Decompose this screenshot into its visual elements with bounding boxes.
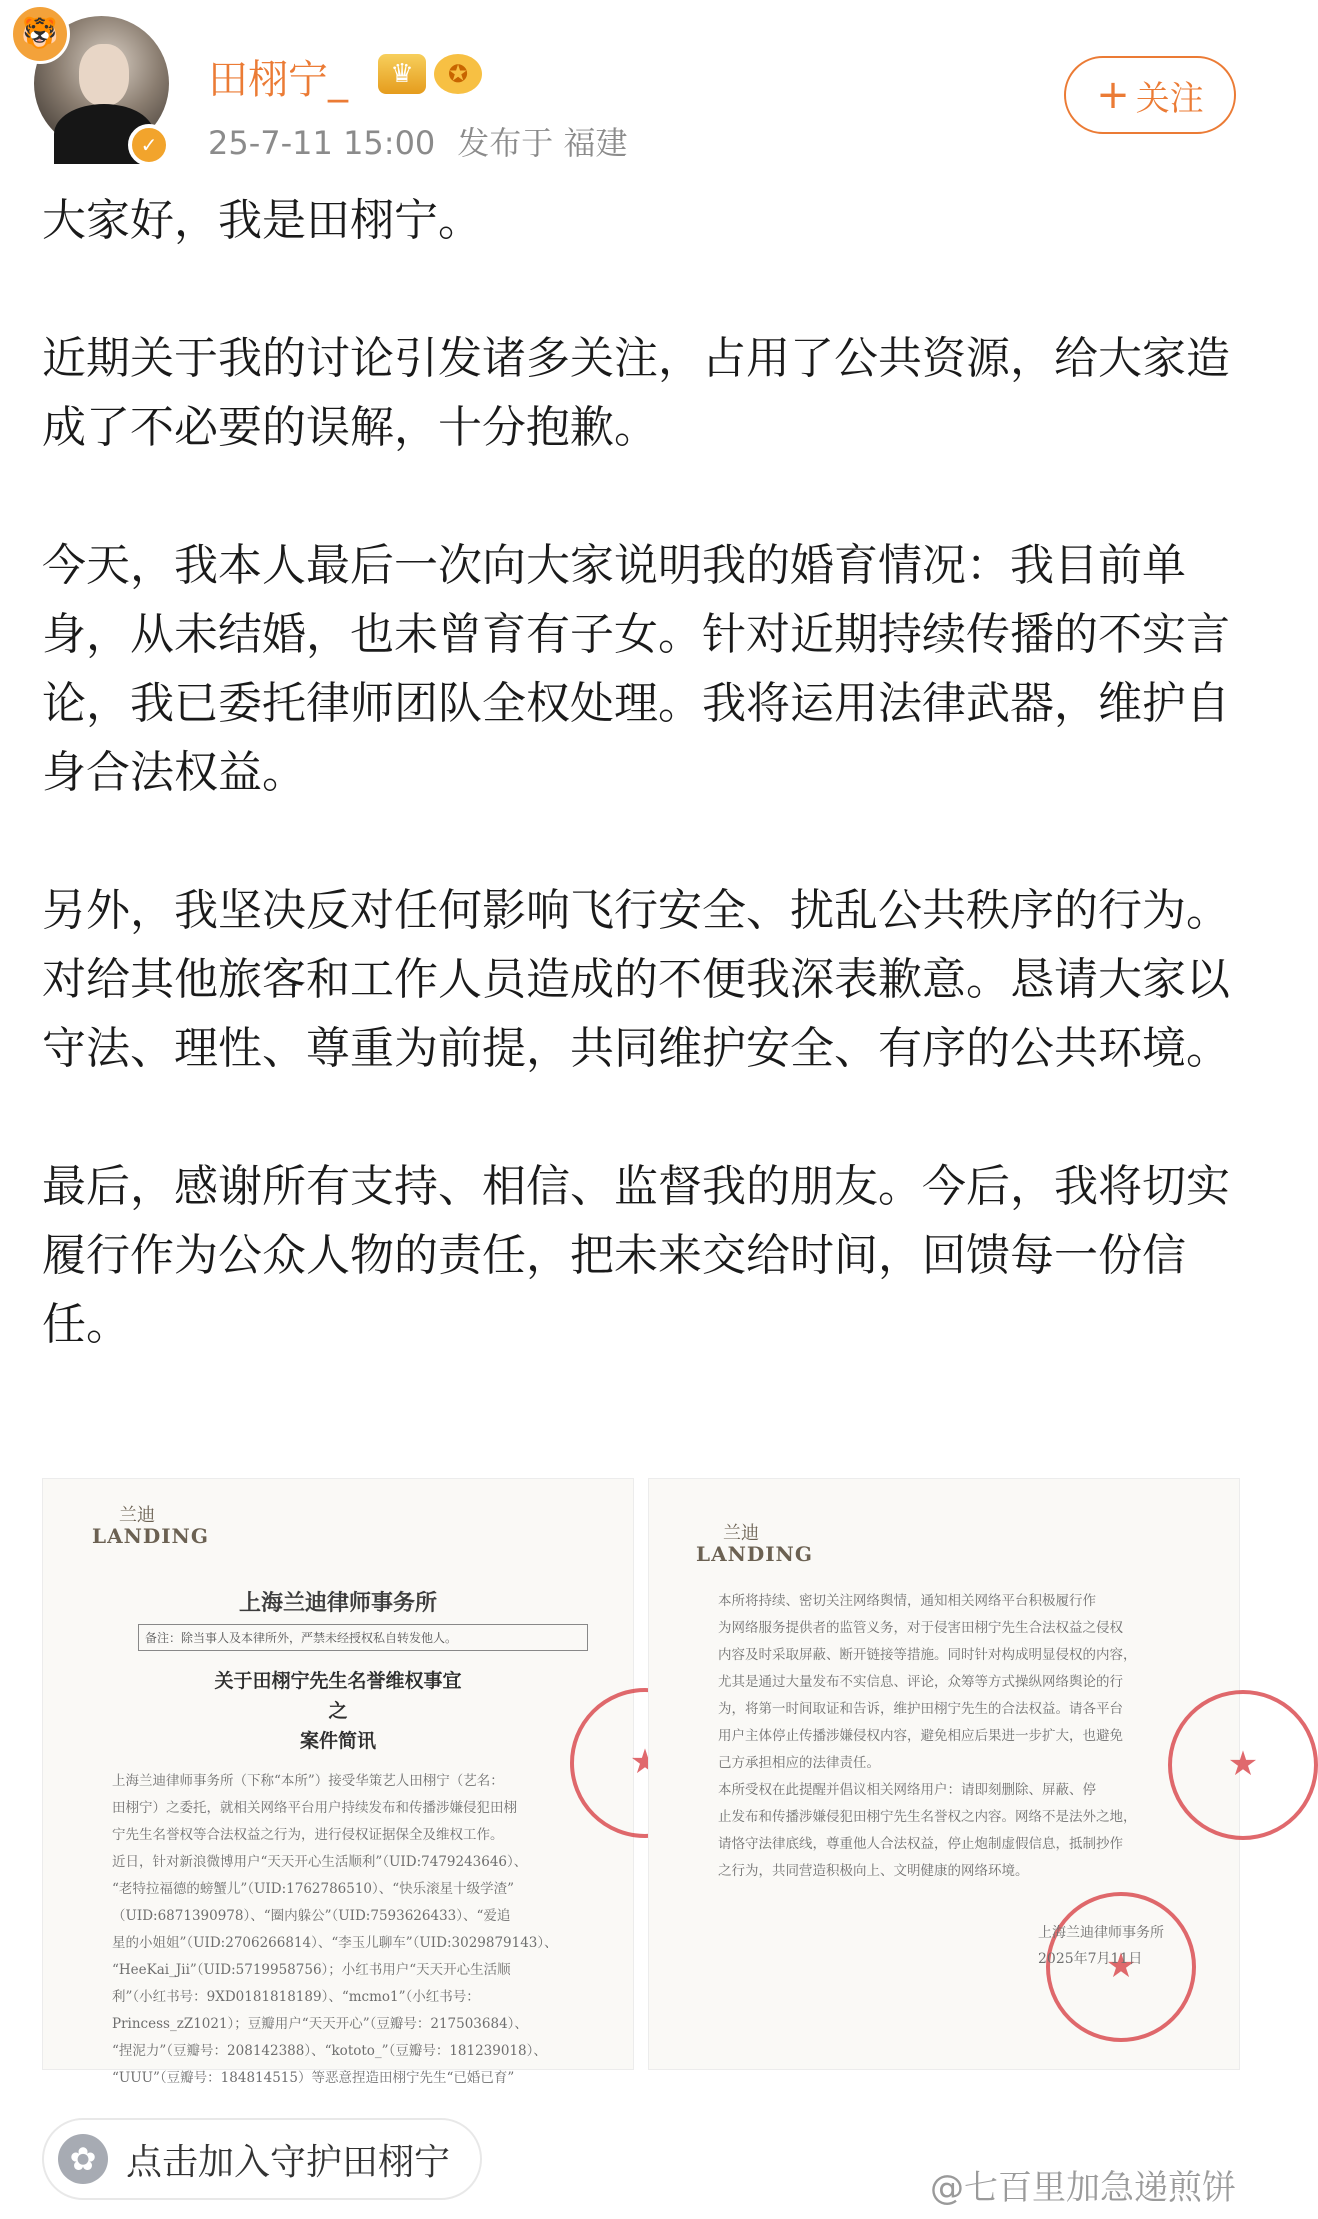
crown-badge-icon[interactable]: ♛: [378, 54, 426, 94]
follow-button[interactable]: [1064, 56, 1236, 134]
post-location: 发布于 福建: [457, 124, 628, 162]
firm-logo: [696, 1523, 813, 1566]
logo-en: LANDING: [92, 1524, 209, 1548]
doc-line: “老特拉福德的螃蟹儿”（UID:1762786510）、“快乐滚星十级学渣”: [112, 1881, 515, 1897]
watermark: @七百里加急递煎饼: [930, 2168, 1236, 2208]
tiger-icon: 🐯: [10, 4, 70, 64]
logo-cn: 兰迪: [723, 1523, 759, 1544]
doc-note: 备注：除当事人及本律所外，严禁未经授权私自转发他人。: [138, 1624, 588, 1651]
doc-line: 本所将持续、密切关注网络舆情，通知相关网络平台积极履行作: [718, 1593, 1096, 1609]
post-text: [42, 186, 1242, 1428]
join-guard-label: 点击加入守护田栩宁: [126, 2141, 451, 2183]
doc-line: 之行为，共同营造积极向上、文明健康的网络环境。: [718, 1863, 1029, 1879]
doc-line: 内容及时采取屏蔽、断开链接等措施。同时针对构成明显侵权的内容，: [718, 1647, 1137, 1663]
doc-body: [112, 1768, 612, 2092]
doc-line: 本所受权在此提醒并倡议相关网络用户：请即刻删除、屏蔽、停: [718, 1782, 1096, 1798]
doc-signature: [1038, 1920, 1164, 1972]
flower-icon: ✿: [58, 2134, 108, 2184]
doc-line: 为，将第一时间取证和告诉，维护田栩宁先生的合法权益。请各平台: [718, 1701, 1123, 1717]
post-paragraph: 今天，我本人最后一次向大家说明我的婚育情况：我目前单身，从未结婚，也未曾育有子女。针对近期持续传播的不实言论，我已委托律师团队全权处理。我将运用法律武器，维护自身合法权益。: [42, 540, 1230, 798]
doc-body: [718, 1588, 1218, 1885]
post-paragraph: 大家好，我是田栩宁。: [42, 195, 482, 246]
doc-line: （UID:6871390978）、“圈内躲公”（UID:7593626433）、“爱追: [112, 1908, 511, 1924]
doc-title-line: 关于田栩宁先生名誉维权事宜: [214, 1670, 462, 1692]
doc-line: 上海兰迪律师事务所（下称“本所”）接受华策艺人田栩宁（艺名：: [112, 1773, 504, 1789]
plus-icon: +: [1096, 72, 1130, 118]
doc-line: 田栩宁）之委托，就相关网络平台用户持续发布和传播涉嫌侵犯田栩: [112, 1800, 517, 1816]
document-image-right[interactable]: [648, 1478, 1240, 2070]
doc-line: “捏泥力”（豆瓣号：208142388）、“kototo_”（豆瓣号：181239018）、: [112, 2043, 547, 2059]
follow-label: 关注: [1135, 78, 1204, 119]
post-paragraph: 最后，感谢所有支持、相信、监督我的朋友。今后，我将切实履行作为公众人物的责任，把未来交给时间，回馈每一份信任。: [42, 1161, 1230, 1350]
doc-line: “HeeKai_Jii”（UID:5719958756）；小红书用户“天天开心生活顺: [112, 1962, 511, 1978]
post-meta: [208, 118, 627, 164]
doc-line: 为网络服务提供者的监管义务，对于侵害田栩宁先生合法权益之侵权: [718, 1620, 1123, 1636]
doc-line: 近日，针对新浪微博用户“天天开心生活顺利”（UID:7479243646）、: [112, 1854, 528, 1870]
logo-en: LANDING: [696, 1542, 813, 1566]
doc-title: [42, 1666, 634, 1756]
law-firm-seal-icon: [1168, 1690, 1318, 1840]
doc-firm-name: 上海兰迪律师事务所: [238, 1590, 437, 1616]
post-paragraph: 近期关于我的讨论引发诸多关注，占用了公共资源，给大家造成了不必要的误解，十分抱歉。: [42, 333, 1230, 453]
doc-line: 止发布和传播涉嫌侵犯田栩宁先生名誉权之内容。网络不是法外之地，: [718, 1809, 1137, 1825]
doc-line: 请恪守法律底线，尊重他人合法权益，停止炮制虚假信息，抵制抄作: [718, 1836, 1123, 1852]
doc-title-line: 之: [328, 1700, 348, 1722]
username[interactable]: 田栩宁_: [208, 57, 348, 103]
avatar-face: [79, 44, 129, 106]
join-guard-button[interactable]: [42, 2118, 482, 2200]
doc-line: 宁先生名誉权等合法权益之行为，进行侵权证据保全及维权工作。: [112, 1827, 504, 1843]
firm-logo: [92, 1505, 209, 1548]
document-image-left[interactable]: [42, 1478, 634, 2086]
post-time: 25-7-11 15:00: [208, 124, 436, 162]
logo-cn: 兰迪: [119, 1505, 155, 1526]
doc-sign-date: 2025年7月11日: [1038, 1951, 1143, 1967]
doc-sign-firm: 上海兰迪律师事务所: [1038, 1925, 1164, 1941]
verified-badge-icon: ✓: [128, 124, 170, 166]
doc-line: 己方承担相应的法律责任。: [718, 1755, 880, 1771]
doc-line: 星的小姐姐”（UID:2706266814）、“李玉儿聊车”（UID:3029879143）、: [112, 1935, 558, 1951]
doc-line: “UUU”（豆瓣号：184814515）等恶意捏造田栩宁先生“已婚已育”: [112, 2070, 515, 2086]
doc-line: 利”（小红书号：9XD0181818189）、“mcmo1”（小红书号：: [112, 1989, 480, 2005]
fish-badge-icon[interactable]: ✪: [434, 54, 482, 94]
doc-title-line: 案件简讯: [299, 1730, 376, 1752]
doc-line: 尤其是通过大量发布不实信息、评论，众筹等方式操纵网络舆论的行: [718, 1674, 1123, 1690]
post-paragraph: 另外，我坚决反对任何影响飞行安全、扰乱公共秩序的行为。对给其他旅客和工作人员造成的不便我深表歉意。恳请大家以守法、理性、尊重为前提，共同维护安全、有序的公共环境。: [42, 885, 1230, 1074]
doc-line: 用户主体停止传播涉嫌侵权内容，避免相应后果进一步扩大，也避免: [718, 1728, 1123, 1744]
doc-line: Princess_zZ1021）；豆瓣用户“天天开心”（豆瓣号：217503684）、: [112, 2016, 528, 2032]
